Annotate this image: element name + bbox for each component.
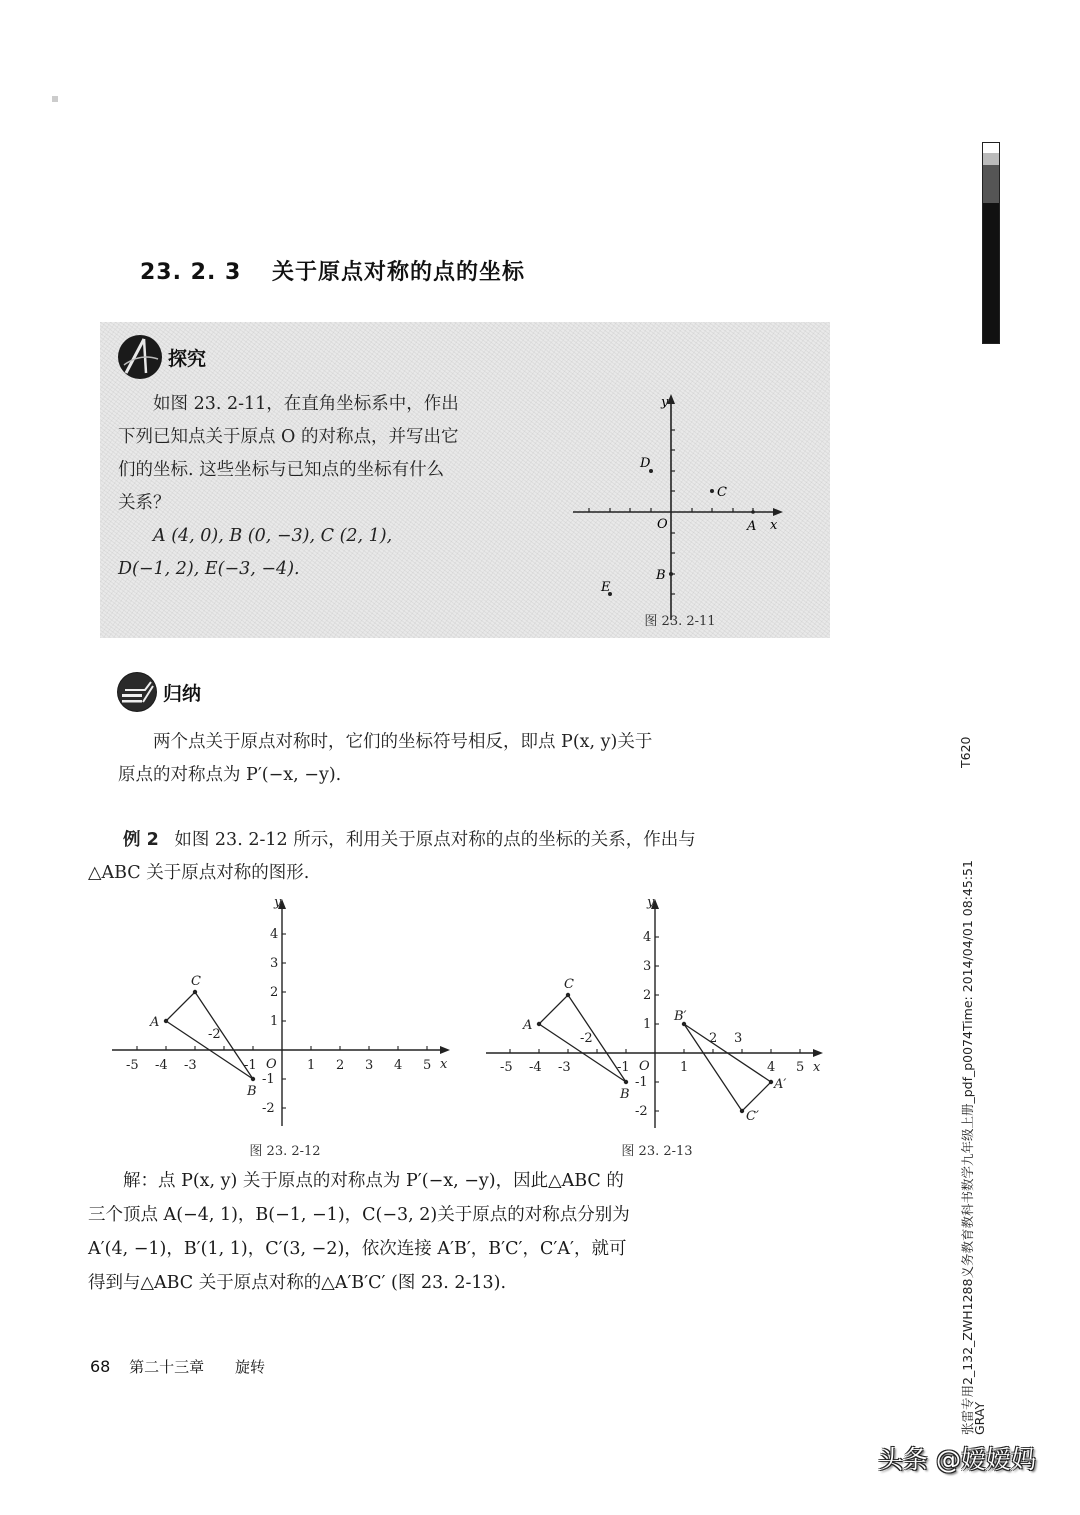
svg-text:2: 2: [336, 1058, 345, 1073]
svg-text:y: y: [647, 895, 655, 910]
svg-text:D: D: [640, 456, 651, 471]
svg-text:-2: -2: [262, 1101, 275, 1116]
svg-text:E: E: [601, 580, 611, 595]
svg-text:1: 1: [643, 1017, 652, 1032]
svg-text:3: 3: [643, 959, 652, 974]
svg-text:-3: -3: [558, 1060, 571, 1075]
svg-text:O: O: [266, 1057, 277, 1072]
svg-text:4: 4: [394, 1058, 403, 1073]
svg-text:x: x: [813, 1060, 821, 1075]
explore-line-1: 如图 23. 2-11，在直角坐标系中，作出: [153, 394, 459, 414]
svg-text:C′: C′: [746, 1109, 759, 1124]
svg-text:-1: -1: [244, 1058, 257, 1073]
svg-text:A: A: [150, 1015, 160, 1030]
svg-text:y: y: [274, 895, 282, 910]
solution-line-2: 三个顶点 A(−4, 1)，B(−1, −1)，C(−3, 2)关于原点的对称点分别为: [88, 1205, 630, 1225]
svg-text:-4: -4: [529, 1060, 542, 1075]
svg-text:-4: -4: [155, 1058, 168, 1073]
svg-text:2: 2: [709, 1031, 718, 1046]
svg-text:2: 2: [643, 988, 652, 1003]
svg-text:5: 5: [796, 1060, 805, 1075]
example-line-2: △ABC 关于原点对称的图形.: [88, 863, 310, 883]
figure-23-2-12: [100, 890, 460, 1140]
svg-text:3: 3: [270, 956, 279, 971]
summary-text: [118, 726, 818, 792]
svg-text:C: C: [717, 485, 727, 500]
explore-compass-icon: [118, 335, 162, 379]
svg-text:1: 1: [270, 1014, 279, 1029]
figure-23-2-12-caption: 图 23. 2-12: [249, 1144, 321, 1159]
svg-text:O: O: [639, 1059, 650, 1074]
y-axis-label: y: [661, 395, 669, 410]
origin-label: O: [657, 517, 668, 532]
scan-speck: [52, 96, 58, 102]
figure-23-2-13: [480, 890, 840, 1140]
svg-text:B′: B′: [674, 1009, 687, 1024]
solution-line-3: A′(4, −1)，B′(1, 1)，C′(3, −2)，依次连接 A′B′，B′C′，C′A′，就可: [88, 1239, 627, 1259]
svg-text:4: 4: [643, 930, 652, 945]
page-number: 68: [90, 1357, 111, 1376]
svg-text:3: 3: [734, 1031, 743, 1046]
svg-text:1: 1: [680, 1060, 689, 1075]
example-line-1: 如图 23. 2-12 所示，利用关于原点对称的点的坐标的关系，作出与: [174, 830, 696, 850]
solution-line-4: 得到与△ABC 关于原点对称的△A′B′C′ (图 23. 2-13).: [88, 1273, 507, 1293]
figure-23-2-11: [565, 388, 825, 638]
svg-text:5: 5: [423, 1058, 432, 1073]
example-label: 例 2: [123, 830, 159, 850]
example-text: [88, 824, 833, 890]
svg-text:-2: -2: [208, 1027, 221, 1042]
page-footer: [90, 1356, 265, 1377]
summary-line-1: 两个点关于原点对称时，它们的坐标符号相反，即点 P(x, y)关于: [153, 732, 653, 752]
svg-text:1: 1: [307, 1058, 316, 1073]
svg-text:A: A: [523, 1018, 533, 1033]
section-number: 23. 2. 3: [140, 260, 242, 285]
svg-text:-1: -1: [617, 1060, 630, 1075]
explore-line-3: 们的坐标. 这些坐标与已知点的坐标有什么: [118, 460, 445, 480]
explore-text: [118, 388, 538, 586]
svg-text:x: x: [440, 1057, 448, 1072]
svg-text:4: 4: [270, 927, 279, 942]
explore-points-line-2: D(−1, 2), E(−3, −4).: [118, 559, 300, 579]
svg-text:-1: -1: [635, 1075, 648, 1090]
svg-text:-2: -2: [580, 1031, 593, 1046]
watermark: 头条 @嫒嫒妈: [878, 1445, 1036, 1474]
explore-heading: [118, 335, 206, 379]
svg-text:2: 2: [270, 985, 279, 1000]
chapter-label: 第二十三章: [129, 1358, 205, 1376]
summary-label: 归纳: [163, 682, 202, 705]
svg-text:C: C: [564, 977, 574, 992]
margin-gray-label: GRAY: [972, 1401, 987, 1435]
x-axis-label: x: [770, 518, 778, 533]
svg-text:A: A: [747, 519, 757, 534]
figure-23-2-11-caption: 图 23. 2-11: [644, 614, 716, 629]
margin-code: T620: [958, 736, 973, 768]
svg-text:-1: -1: [262, 1072, 275, 1087]
svg-text:B: B: [247, 1084, 257, 1099]
figure-23-2-13-caption: 图 23. 2-13: [621, 1144, 693, 1159]
explore-line-4: 关系？: [118, 493, 171, 513]
svg-text:-3: -3: [184, 1058, 197, 1073]
summary-line-2: 原点的对称点为 P′(−x, −y).: [118, 765, 342, 785]
svg-text:-2: -2: [635, 1104, 648, 1119]
margin-scan-info: 张雷专用2_132_ZWH1288义务教育教科书数学九年级上册_pdf_p0074Time: 2014/04/01 08:45:51: [960, 860, 975, 1435]
summary-heading: [117, 672, 201, 712]
chapter-title: 旋转: [234, 1358, 265, 1376]
svg-text:A′: A′: [774, 1077, 787, 1092]
section-heading: [140, 255, 525, 286]
solution-text: [88, 1164, 833, 1300]
svg-text:-5: -5: [500, 1060, 513, 1075]
explore-line-2: 下列已知点关于原点 O 的对称点，并写出它: [118, 427, 459, 447]
explore-label: 探究: [168, 347, 207, 370]
svg-text:B: B: [656, 568, 666, 583]
svg-text:C: C: [191, 974, 201, 989]
explore-points-line-1: A (4, 0), B (0, −3), C (2, 1),: [153, 526, 393, 546]
svg-text:3: 3: [365, 1058, 374, 1073]
section-title: 关于原点对称的点的坐标: [271, 260, 525, 285]
summary-books-icon: [117, 672, 157, 712]
svg-text:-5: -5: [126, 1058, 139, 1073]
grayscale-calibration-bar: [982, 142, 1000, 344]
svg-text:B: B: [620, 1087, 630, 1102]
svg-text:4: 4: [767, 1060, 776, 1075]
solution-line-1: 解：点 P(x, y) 关于原点的对称点为 P′(−x, −y)，因此△ABC 的: [123, 1171, 624, 1191]
